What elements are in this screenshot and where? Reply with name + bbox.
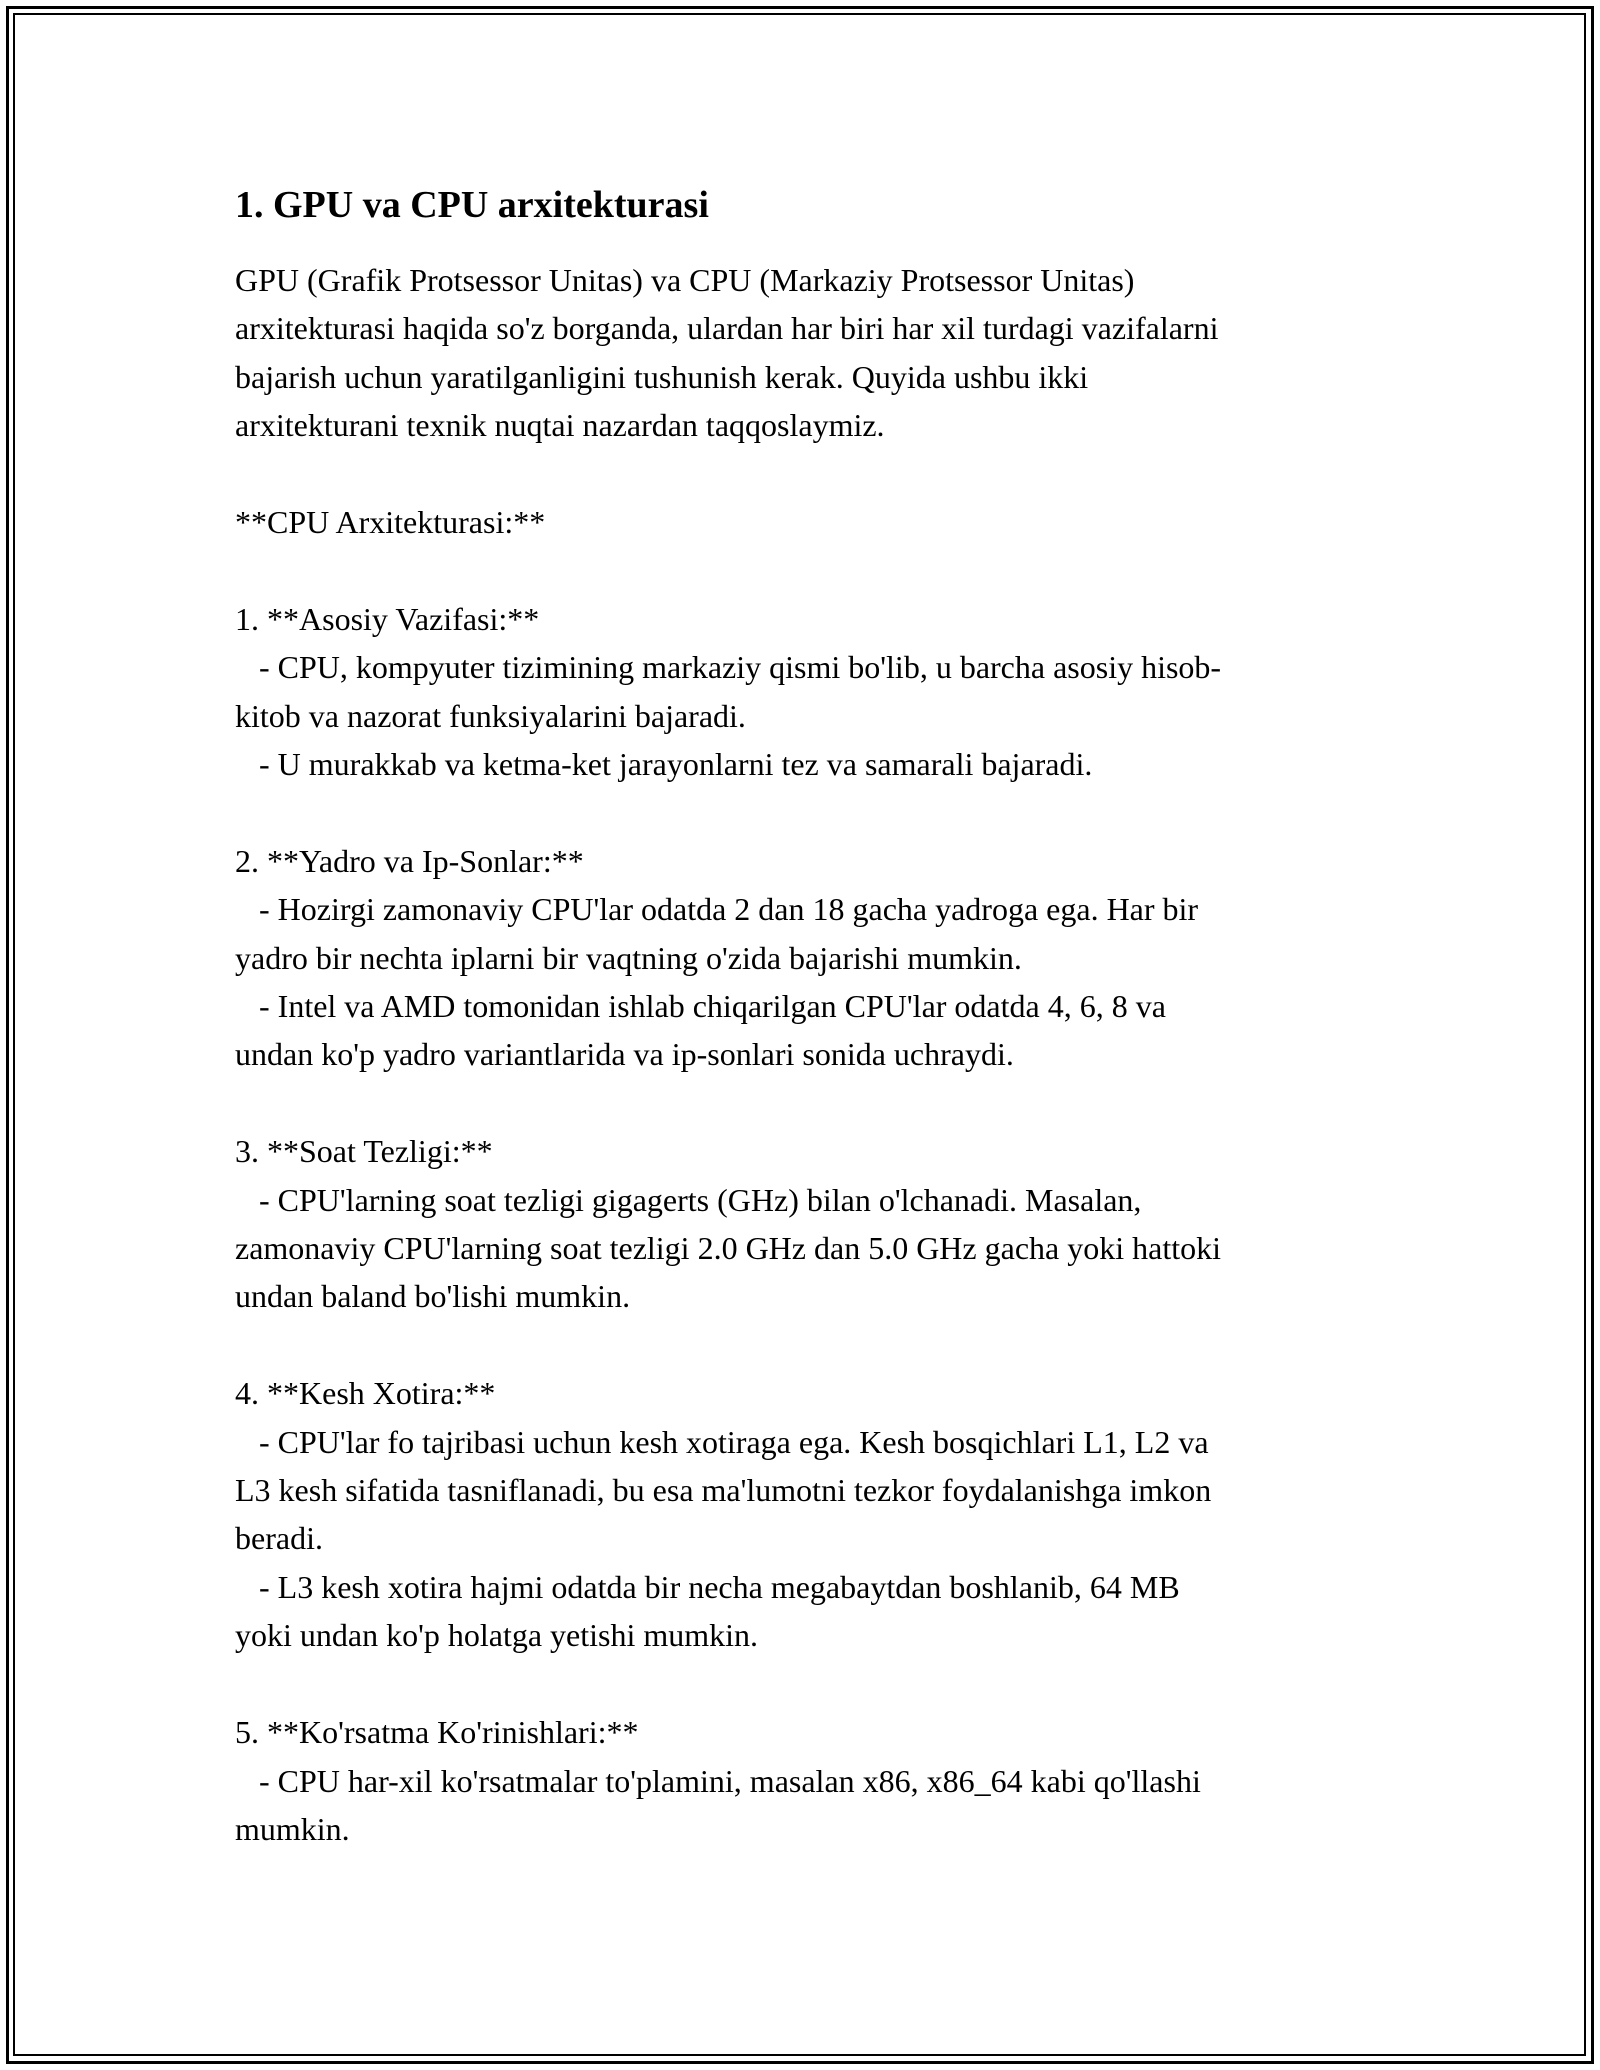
- text-line: - CPU, kompyuter tizimining markaziy qismi bo'lib, u barcha asosiy hisob-: [235, 649, 1222, 686]
- text-line: - CPU'lar fo tajribasi uchun kesh xotiraga ega. Kesh bosqichlari L1, L2 va: [235, 1423, 1209, 1460]
- blank-line: [235, 1321, 1375, 1369]
- text-line: zamonaviy CPU'larning soat tezligi 2.0 GHz dan 5.0 GHz gacha yoki hattoki: [235, 1230, 1221, 1267]
- text-line: - Intel va AMD tomonidan ishlab chiqarilgan CPU'lar odatda 4, 6, 8 va: [235, 988, 1166, 1025]
- text-line: beradi.: [235, 1520, 323, 1557]
- list-item-title: 4. **Kesh Xotira:**: [235, 1375, 496, 1412]
- text-line: - L3 kesh xotira hajmi odatda bir necha megabaytdan boshlanib, 64 MB: [235, 1568, 1180, 1605]
- body-text: [235, 256, 1375, 1853]
- text-line: arxitekturasi haqida so'z borganda, ulardan har biri har xil turdagi vazifalarni: [235, 310, 1219, 347]
- text-line: L3 kesh sifatida tasniflanadi, bu esa ma'lumotni tezkor foydalanishga imkon: [235, 1472, 1212, 1509]
- blank-line: [235, 1079, 1375, 1127]
- list-item-title: 1. **Asosiy Vazifasi:**: [235, 600, 540, 637]
- document-body: [235, 180, 1375, 1853]
- text-line: undan baland bo'lishi mumkin.: [235, 1278, 631, 1315]
- text-line: - CPU'larning soat tezligi gigagerts (GHz) bilan o'lchanadi. Masalan,: [235, 1181, 1142, 1218]
- text-line: yoki undan ko'p holatga yetishi mumkin.: [235, 1617, 759, 1654]
- blank-line: [235, 546, 1375, 594]
- text-line: undan ko'p yadro variantlarida va ip-sonlari sonida uchraydi.: [235, 1036, 1014, 1073]
- list-item-title: 3. **Soat Tezligi:**: [235, 1133, 493, 1170]
- text-line: kitob va nazorat funksiyalarini bajaradi.: [235, 697, 746, 734]
- text-line: bajarish uchun yaratilganligini tushunish kerak. Quyida ushbu ikki: [235, 358, 1089, 395]
- blank-line: [235, 450, 1375, 498]
- subheading-line: **CPU Arxitekturasi:**: [235, 504, 546, 541]
- section-heading: 1. GPU va CPU arxitekturasi: [235, 184, 709, 226]
- text-line: mumkin.: [235, 1810, 350, 1847]
- blank-line: [235, 788, 1375, 836]
- text-line: arxitekturani texnik nuqtai nazardan taqqoslaymiz.: [235, 407, 885, 444]
- list-item-title: 5. **Ko'rsatma Ko'rinishlari:**: [235, 1714, 639, 1751]
- text-line: GPU (Grafik Protsessor Unitas) va CPU (Markaziy Protsessor Unitas): [235, 262, 1135, 298]
- text-line: - Hozirgi zamonaviy CPU'lar odatda 2 dan 18 gacha yadroga ega. Har bir: [235, 891, 1199, 928]
- text-line: - CPU har-xil ko'rsatmalar to'plamini, masalan x86, x86_64 kabi qo'llashi: [235, 1762, 1201, 1799]
- list-item-title: 2. **Yadro va Ip-Sonlar:**: [235, 842, 584, 879]
- blank-line: [235, 1660, 1375, 1708]
- text-line: - U murakkab va ketma-ket jarayonlarni tez va samarali bajaradi.: [235, 746, 1093, 783]
- text-line: yadro bir nechta iplarni bir vaqtning o'zida bajarishi mumkin.: [235, 939, 1022, 976]
